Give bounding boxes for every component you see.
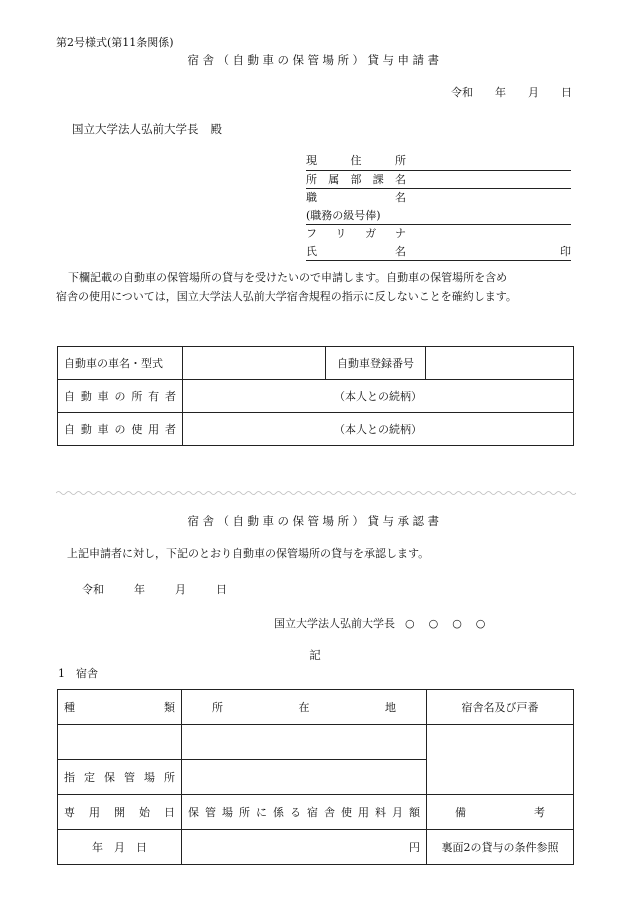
field-address[interactable]	[306, 152, 571, 171]
date-era: 令和	[82, 583, 104, 596]
addressee-name: 国立大学法人弘前大学長	[72, 122, 199, 136]
relation-note: （本人との続柄）	[334, 390, 422, 403]
field-department[interactable]	[306, 171, 571, 190]
start-date-value[interactable]: 年 月 日	[58, 830, 182, 865]
fee-label: 保管場所に係る宿舎使用料月額	[182, 795, 427, 830]
ki-heading: 記	[309, 648, 321, 662]
date-month: 月	[528, 86, 539, 99]
owner-label: 自動車の所有者	[58, 380, 183, 413]
date-year: 年	[495, 86, 506, 99]
location-value[interactable]	[182, 725, 427, 760]
field-label: 現住所	[306, 154, 406, 167]
field-label: 所属部課名	[306, 172, 406, 186]
remarks-value[interactable]: 裏面2の貸与の条件参照	[427, 830, 574, 865]
section-1-heading: 1 宿舎	[58, 667, 98, 680]
applicant-fields	[306, 152, 571, 261]
fee-value[interactable]	[182, 830, 427, 865]
field-grade[interactable]	[306, 207, 571, 226]
designated-place-label: 指定保管場所	[58, 760, 182, 795]
housing-name-label: 宿舎名及び戸番	[427, 690, 574, 725]
field-label: (職務の級号俸)	[306, 208, 381, 222]
field-name[interactable]	[306, 243, 571, 262]
relation-note: （本人との続柄）	[334, 423, 422, 436]
type-value[interactable]	[58, 725, 182, 760]
housing-name-value[interactable]	[427, 725, 574, 795]
statement-line: 下欄記載の自動車の保管場所の貸与を受けたいので申請します。自動車の保管場所を含め	[68, 271, 508, 284]
remarks-label: 備考	[427, 795, 574, 830]
application-date	[451, 84, 572, 100]
application-title: 宿舎（自動車の保管場所）貸与申請書	[187, 53, 443, 67]
field-label: 氏名	[306, 244, 406, 258]
approver-title: 国立大学法人弘前大学長	[274, 617, 395, 630]
date-month: 月	[175, 583, 186, 596]
date-day: 日	[561, 86, 572, 99]
start-date-label: 専用開始日	[58, 795, 182, 830]
approval-date	[82, 581, 227, 597]
field-position[interactable]	[306, 189, 571, 207]
approval-title: 宿舎（自動車の保管場所）貸与承認書	[187, 514, 443, 528]
designated-place-value[interactable]	[182, 760, 427, 795]
housing-table	[57, 689, 574, 865]
date-era: 令和	[451, 86, 473, 99]
location-label: 所在地	[182, 690, 427, 725]
type-label: 種類	[58, 690, 182, 725]
statement-line: 宿舎の使用については，国立大学法人弘前大学宿舎規程の指示に反しないことを確約します。	[56, 290, 517, 303]
honorific: 殿	[210, 122, 222, 136]
car-name-label: 自動車の車名・型式	[58, 347, 183, 380]
user-label: 自動車の使用者	[58, 413, 183, 446]
field-label: フリガナ	[306, 227, 406, 240]
registration-label: 自動車登録番号	[326, 347, 426, 380]
field-furigana[interactable]	[306, 225, 571, 243]
seal-mark: 印	[560, 244, 571, 258]
application-statement	[56, 268, 578, 306]
form-number: 第2号様式(第11条関係)	[56, 36, 174, 49]
cut-line	[56, 489, 576, 497]
date-year: 年	[134, 583, 145, 596]
approval-text: 上記申請者に対し，下記のとおり自動車の保管場所の貸与を承認します。	[67, 547, 430, 560]
vehicle-table	[57, 346, 574, 446]
addressee	[72, 121, 222, 137]
user-value[interactable]	[183, 413, 574, 446]
car-name-value[interactable]	[183, 347, 326, 380]
approver-name: ○○○○	[405, 617, 500, 630]
date-day: 日	[216, 583, 227, 596]
owner-value[interactable]	[183, 380, 574, 413]
approver	[274, 615, 499, 631]
field-label: 職名	[306, 191, 406, 204]
registration-value[interactable]	[426, 347, 574, 380]
yen-unit: 円	[409, 841, 420, 854]
